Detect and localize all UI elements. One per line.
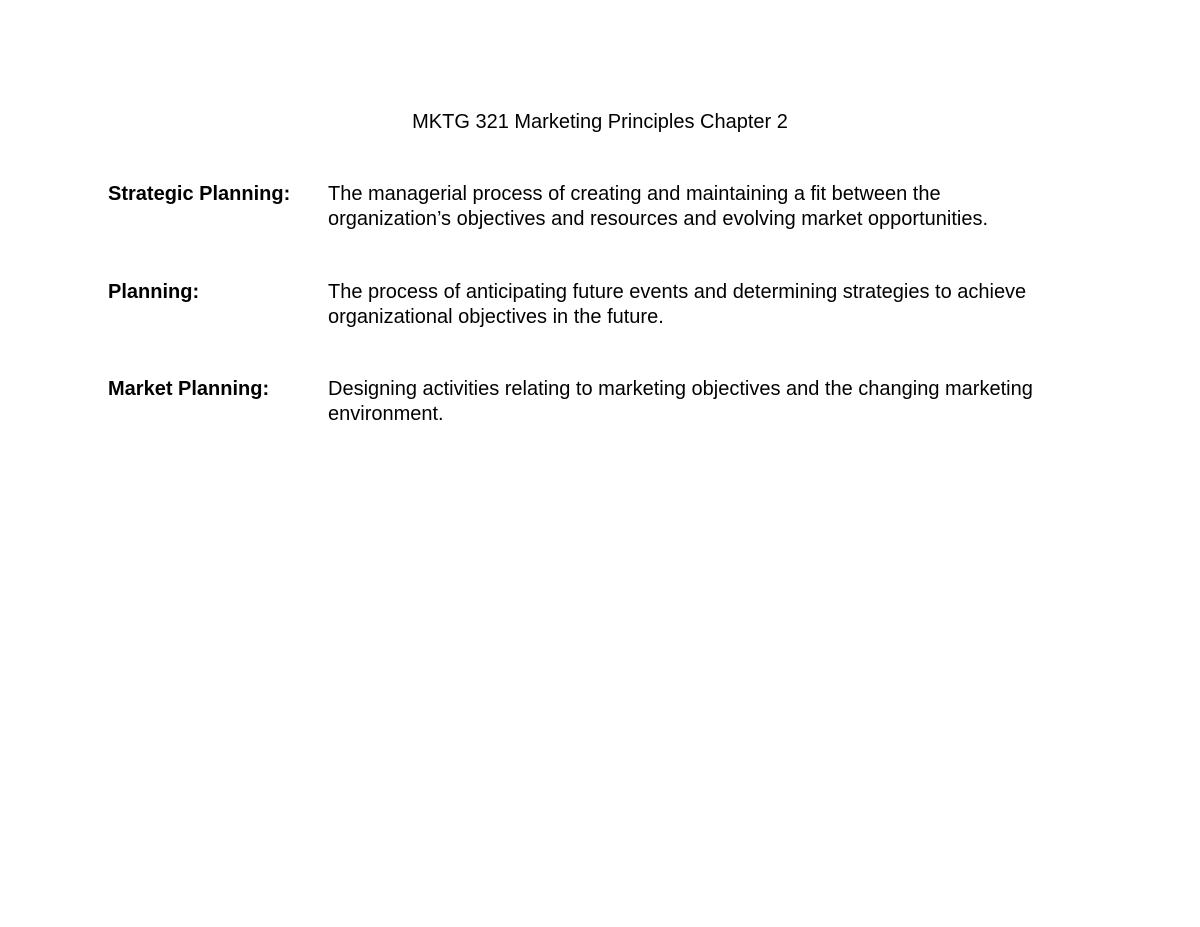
term-definition: The process of anticipating future events and determining strategies to achieve organizational objectives in the future.	[328, 281, 1027, 328]
term-definition: The managerial process of creating and maintaining a fit between the organization’s objectives and resources and evolving market opportunities.	[328, 183, 989, 230]
page-title: MKTG 321 Marketing Principles Chapter 2	[412, 111, 788, 133]
term-label: Market Planning:	[108, 378, 270, 400]
term-label: Planning:	[108, 281, 200, 303]
term-definition: Designing activities relating to marketing objectives and the changing marketing environment.	[328, 378, 1033, 425]
term-label: Strategic Planning:	[108, 183, 291, 205]
